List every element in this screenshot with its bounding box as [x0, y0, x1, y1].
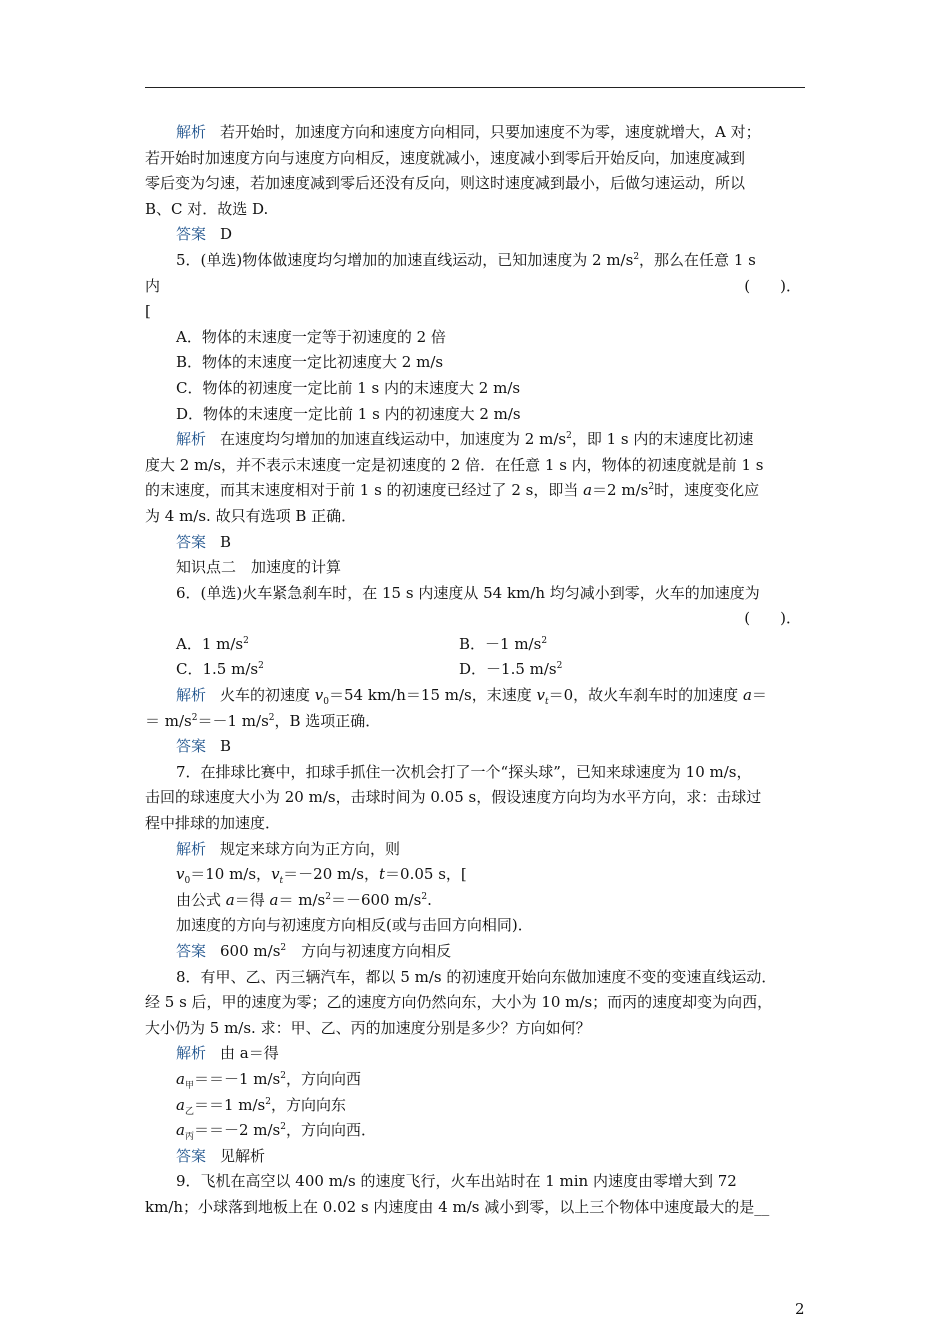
q4-analysis-line-3: 零后变为匀速，若加速度减到零后还没有反向，则这时速度减到最小，后做匀速运动，所以 — [145, 174, 746, 193]
q4-analysis-line-2: 若开始时加速度方向与速度方向相反，速度就减小，速度减小到零后开始反向，加速度减到 — [145, 148, 746, 167]
q7-analysis-line-4: 加速度的方向与初速度方向相反(或与击回方向相同)． — [176, 916, 533, 935]
document-body — [145, 120, 807, 1221]
q5-option-d: D．物体的末速度一定比前 1 s 内的初速度大 2 m/s — [176, 404, 521, 423]
analysis-label: 解析 — [176, 1044, 207, 1063]
q5-option-a: A．物体的末速度一定等于初速度的 2 倍 — [176, 327, 446, 346]
analysis-label: 解析 — [176, 686, 207, 705]
answer-label: 答案 — [176, 225, 207, 244]
q6-analysis-line-1: 解析 火车的初速度 $v_0=54$ km/h＝15 m/s，末速度 $v_t=0$，故火车刹车时的加速度 a＝ — [176, 686, 767, 708]
q5-analysis-line-2: 度大 2 m/s，并不表示末速度一定是初速度的 2 倍．在任意 1 s 内，物体的初速度就是前 1 s — [145, 455, 764, 474]
q5-stem-c: 内 — [145, 276, 161, 295]
q5-stem-a: 5．(单选)物体做速度均匀增加的加速直线运动，已知加速度为 2 m/s — [176, 250, 634, 269]
q5-option-b: B．物体的末速度一定比初速度大 2 m/s — [176, 353, 444, 372]
answer-label: 答案 — [176, 942, 207, 960]
q7-analysis-line-2: $v_0=10$ m/s，$v_t=-20$ m/s，t＝0.05 s，[ — [176, 865, 467, 887]
q6-stem: 6．(单选)火车紧急刹车时，在 15 s 内速度从 54 km/h 均匀减小到零，火车的加速度为 — [176, 583, 760, 602]
q5-analysis-3d: 时，速度变化应 — [654, 481, 760, 500]
knowledge-point-heading: 知识点二 加速度的计算 — [176, 558, 342, 577]
q7-stem-line-2: 击回的球速度大小为 20 m/s，击球时间为 0.05 s，假设速度方向均为水平方向，求：击球过 — [145, 788, 762, 807]
q6-answer — [145, 734, 807, 760]
q5-stem-b: ，那么在任意 1 s — [639, 250, 756, 269]
q6-paren-line — [145, 606, 807, 632]
q8-stem-line-1: 8．有甲、乙、丙三辆汽车，都以 5 m/s 的初速度开始向东做加速度不变的变速直线运动． — [176, 967, 777, 986]
page-number: 2 — [795, 1300, 805, 1318]
q5-analysis-line-3: 的末速度，而其末速度相对于前 1 s 的初速度已经过了 2 s，即当 a＝2 $m/s^2$时，速度变化应 — [145, 481, 760, 500]
q4-analysis-line-4: B、C 对．故选 D. — [145, 199, 269, 218]
q6-option-b: B．－1 $m/s^2$ — [459, 634, 548, 653]
q5-answer — [145, 530, 807, 556]
q8-answer — [145, 1144, 807, 1170]
analysis-label: 解析 — [176, 839, 207, 858]
q5-analysis-1a: 在速度均匀增加的加速直线运动中，加速度为 2 m/s — [220, 430, 567, 449]
q9-stem-line-1: 9．飞机在高空以 400 m/s 的速度飞行，火车出站时在 1 min 内速度由零增大到 72 — [176, 1172, 737, 1191]
answer-label: 答案 — [176, 737, 207, 756]
q6-option-d: D．－1.5 $m/s^2$ — [459, 660, 563, 679]
q7-analysis-line-1: 解析 规定来球方向为正方向，则 — [176, 839, 401, 858]
q5-option-c: C．物体的初速度一定比前 1 s 内的末速度大 2 m/s — [176, 378, 521, 397]
q8-analysis-line-1: 解析 由 a＝得 — [176, 1044, 279, 1063]
q5-answer-value: B — [220, 532, 232, 551]
q5-stem-line-2 — [145, 274, 807, 300]
answer-label: 答案 — [176, 532, 207, 551]
q5-bracket: [ — [145, 302, 151, 321]
q6-option-a: A．1 $m/s^2$ — [176, 634, 249, 653]
q5-analysis-3b: a — [583, 481, 593, 500]
q4-analysis-line-1 — [145, 120, 807, 146]
header-rule — [145, 87, 805, 88]
q7-analysis-line-3: 由公式 a＝得 $a= m/s^2=-600$ $m/s^2$. — [176, 890, 432, 909]
q5-analysis-3a: 的末速度，而其末速度相对于前 1 s 的初速度已经过了 2 s，即当 — [145, 481, 584, 500]
q4-analysis-text-1: 若开始时，加速度方向和速度方向相同，只要加速度不为零，速度就增大，A 对； — [220, 123, 761, 141]
answer-label: 答案 — [176, 1146, 207, 1165]
q5-stem-line-1: 5．(单选)物体做速度均匀增加的加速直线运动，已知加速度为 2 $m/s^2$，那么在任意 1 s — [176, 250, 756, 269]
q5-analysis-1b: ，即 1 s 内的末速度比初速 — [571, 430, 754, 449]
q6-option-c: C．1.5 $m/s^2$ — [176, 660, 264, 679]
q5-answer-paren: ( )． — [744, 276, 801, 295]
q8-result-yi: $a_乙==1$ $m/s^2$，方向向东 — [176, 1095, 347, 1117]
q6-analysis-line-2: ＝ $m/s^2=-1$ $m/s^2$，B 选项正确． — [145, 711, 381, 730]
q7-stem-line-1: 7．在排球比赛中，扣球手抓住一次机会打了一个“探头球”，已知来球速度为 10 m/s， — [176, 762, 752, 781]
q6-options-row-1 — [145, 632, 807, 658]
q4-answer — [145, 222, 807, 248]
q4-answer-value: D — [220, 225, 233, 244]
q7-stem-line-3: 程中排球的加速度． — [145, 814, 281, 833]
q6-answer-paren: ( )． — [744, 609, 801, 628]
q5-analysis-3c: ＝2 m/s — [592, 481, 649, 500]
q6-options-row-2 — [145, 657, 807, 683]
q5-analysis-line-1: 解析 在速度均匀增加的加速直线运动中，加速度为 2 $m/s^2$，即 1 s 内的末速度比初速 — [176, 430, 754, 449]
q8-answer-value: 见解析 — [220, 1146, 266, 1165]
q6-answer-value: B — [220, 737, 232, 756]
analysis-label: 解析 — [176, 123, 207, 141]
q5-analysis-line-4: 为 4 m/s. 故只有选项 B 正确． — [145, 506, 357, 525]
q8-stem-line-3: 大小仍为 5 m/s. 求：甲、乙、丙的加速度分别是多少？方向如何？ — [145, 1018, 591, 1037]
analysis-label: 解析 — [176, 430, 207, 449]
q7-answer: 答案 600 $m/s^2$ 方向与初速度方向相反 — [176, 942, 452, 960]
q8-result-bing: $a_丙==-2$ $m/s^2$，方向向西． — [176, 1121, 377, 1143]
q8-stem-line-2: 经 5 s 后，甲的速度为零；乙的速度方向仍然向东，大小为 10 m/s；而丙的速度却变为向西， — [145, 993, 773, 1012]
q8-result-jia: $a_甲==-1$ $m/s^2$，方向向西 — [176, 1069, 362, 1091]
q9-stem-line-2: km/h；小球落到地板上在 0.02 s 内速度由 4 m/s 减小到零，以上三个物体中速度最大的是__ — [145, 1197, 770, 1216]
